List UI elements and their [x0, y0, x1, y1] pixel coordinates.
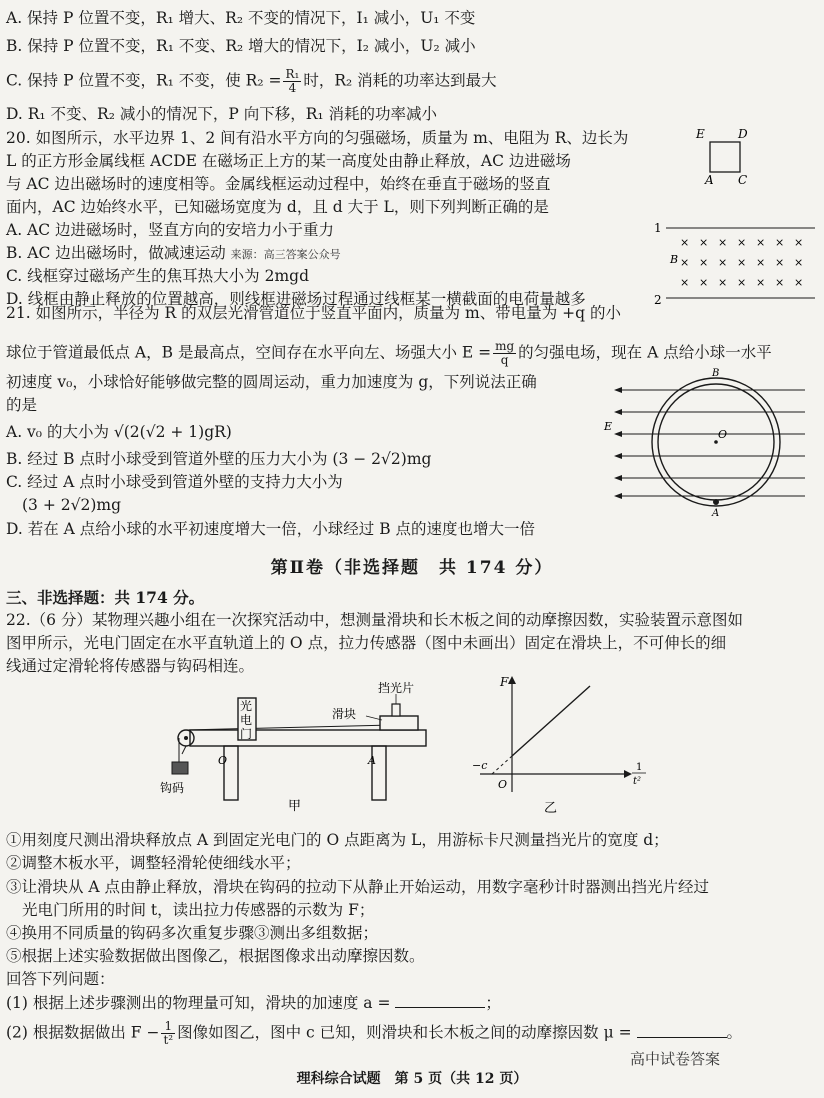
- q22-stem-3: 线通过定滑轮将传感器与钩码相连。: [6, 657, 255, 675]
- figure-yi-caption: 乙: [544, 801, 558, 816]
- q22-step-1: ①用刻度尺测出滑块释放点 A 到固定光电门的 O 点距离为 L，用游标卡尺测量挡光片的宽度 d；: [6, 831, 669, 849]
- q20-stem-3: 与 AC 边出磁场时的速度相等。金属线框运动过程中，始终在垂直于磁场的竖直: [6, 175, 551, 193]
- q19-option-a: A. 保持 P 位置不变，R₁ 增大、R₂ 不变的情况下，I₁ 减小，U₁ 不变: [6, 9, 476, 27]
- shutter-label: 挡光片: [378, 681, 415, 695]
- intercept-c-label: −c: [472, 759, 488, 772]
- label-e: E: [604, 420, 613, 433]
- q22-answer-prompt: 回答下列问题：: [6, 970, 115, 988]
- axis-x-numerator: 1: [636, 762, 643, 773]
- field-arrow: [614, 387, 622, 393]
- q19-option-c: C. 保持 P 位置不变，R₁ 不变，使 R₂ = $\frac{\text{R₁}}{4}$ 时，R₂ 消耗的功率达到最大: [6, 67, 497, 95]
- field-cross: ×: [718, 276, 728, 289]
- origin-label: O: [498, 778, 508, 791]
- axis-f-label: F: [500, 675, 509, 689]
- field-arrow: [614, 453, 622, 459]
- slider-label: 滑块: [332, 707, 357, 721]
- answer-blank-2[interactable]: [637, 1023, 727, 1038]
- field-cross: ×: [680, 276, 690, 289]
- q21-stem-1: 21. 如图所示，半径为 R 的双层光滑管道位于竖直平面内，质量为 m、带电量为 +q 的小: [6, 304, 621, 322]
- field-cross: ×: [718, 256, 728, 269]
- section-3-heading: 三、非选择题：共 174 分。: [6, 588, 205, 607]
- field-crosses: [680, 236, 803, 289]
- fraction: $\frac{mg}{q}$: [495, 339, 515, 367]
- label-a: A: [712, 508, 720, 519]
- q20-option-d: D. 线框由静止释放的位置越高，则线框进磁场过程通过线框某一横截面的电荷量越多: [6, 290, 586, 308]
- q22-part-1: (1) 根据上述步骤测出的物理量可知，滑块的加速度 a = ；: [6, 994, 501, 1012]
- electric-field-lines: [614, 387, 805, 499]
- q20-stem-4: 面内，AC 边始终水平，已知磁场宽度为 d，且 d 大于 L，则下列判断正确的是: [6, 198, 549, 216]
- source-note: 来源：高三答案公众号: [230, 248, 341, 261]
- q21-option-a: A. v₀ 的大小为 √(2(√2 + 1)gR): [6, 423, 232, 441]
- field-cross: ×: [718, 236, 728, 249]
- boundary-2-label: 2: [654, 293, 662, 307]
- field-arrow: [614, 431, 622, 437]
- q22-step-3a: ③让滑块从 A 点由静止释放，滑块在钩码的拉动下从静止开始运动，用数字毫秒计时器测出挡光片经过: [6, 878, 710, 896]
- q19-option-d: D. R₁ 不变、R₂ 减小的情况下，P 向下移，R₁ 消耗的功率减小: [6, 105, 438, 123]
- field-cross: ×: [775, 276, 785, 289]
- gate-char-3: 门: [240, 727, 253, 741]
- field-cross: ×: [775, 236, 785, 249]
- field-cross: ×: [737, 256, 747, 269]
- field-arrow: [614, 475, 622, 481]
- q21-stem-2: 球位于管道最低点 A，B 是最高点，空间存在水平向左、场强大小 E = $\frac{mg}{q}$ 的匀强电场，现在 A 点给小球一水平: [6, 339, 772, 367]
- q22-step-4: ④换用不同质量的钩码多次重复步骤③测出多组数据；: [6, 924, 379, 942]
- fraction: $\frac{1}{\text{t²}}$: [163, 1019, 174, 1047]
- field-cross: ×: [699, 256, 709, 269]
- label-o: O: [718, 428, 728, 441]
- label-a: A: [368, 754, 376, 767]
- field-cross: ×: [680, 236, 690, 249]
- field-cross: ×: [680, 256, 690, 269]
- q22-step-2: ②调整木板水平，调整轻滑轮使细线水平；: [6, 854, 301, 872]
- q21-option-c-2: (3 + 2√2)mg: [22, 496, 122, 514]
- watermark: 高中试卷答案: [630, 1050, 721, 1068]
- q22-part-2: (2) 根据数据做出 F − $\frac{1}{\text{t²}}$ 图像如图乙，图中 c 已知，则滑块和长木板之间的动摩擦因数 μ = 。: [6, 1019, 743, 1047]
- field-cross: ×: [699, 276, 709, 289]
- q20-stem-2: L 的正方形金属线框 ACDE 在磁场正上方的某一高度处由静止释放，AC 边进磁场: [6, 152, 571, 170]
- part2-title: 第Ⅱ卷（非选择题 共 174 分）: [270, 558, 554, 578]
- ball: [713, 499, 719, 505]
- label-b: B: [712, 368, 720, 379]
- field-arrow: [614, 493, 622, 499]
- q21-stem-4: 的是: [6, 396, 38, 414]
- f-vs-inverse-t-squared-graph: [460, 672, 660, 822]
- field-arrow: [614, 409, 622, 415]
- label-a: A: [705, 173, 714, 187]
- q22-stem-2: 图甲所示，光电门固定在水平直轨道上的 O 点，拉力传感器（图中未画出）固定在滑块上，不可伸长的细: [6, 634, 727, 652]
- field-cross: ×: [756, 236, 766, 249]
- answer-blank-1[interactable]: [395, 993, 485, 1008]
- gate-char-2: 电: [240, 713, 253, 727]
- q21-option-c-1: C. 经过 A 点时小球受到管道外壁的支持力大小为: [6, 473, 343, 491]
- page-footer: 理科综合试题 第 5 页（共 12 页）: [296, 1071, 528, 1087]
- field-cross: ×: [737, 236, 747, 249]
- q22-stem-1: 22.（6 分）某物理兴趣小组在一次探究活动中，想测量滑块和长木板之间的动摩擦因数，实验装置示意图如: [6, 611, 743, 629]
- q20-option-c: C. 线框穿过磁场产生的焦耳热大小为 2mgd: [6, 267, 309, 285]
- q21-option-b: B. 经过 B 点时小球受到管道外壁的压力大小为 (3 − 2√2)mg: [6, 450, 432, 468]
- q22-step-3b: 光电门所用的时间 t，读出拉力传感器的示数为 F；: [22, 901, 375, 919]
- field-cross: ×: [794, 256, 804, 269]
- q21-tube-figure: [600, 368, 810, 519]
- q20-field-figure: [650, 218, 820, 308]
- q21-stem-3: 初速度 v₀，小球恰好能够做完整的圆周运动，重力加速度为 g，下列说法正确: [6, 373, 537, 391]
- label-o: O: [218, 754, 228, 767]
- fraction: $\frac{\text{R₁}}{4}$: [285, 67, 300, 95]
- field-cross: ×: [794, 276, 804, 289]
- weight-label: 钩码: [160, 781, 185, 795]
- q19-option-b: B. 保持 P 位置不变，R₁ 不变、R₂ 增大的情况下，I₂ 减小，U₂ 减小: [6, 37, 476, 55]
- label-d: D: [738, 127, 748, 141]
- field-cross: ×: [737, 276, 747, 289]
- field-cross: ×: [756, 276, 766, 289]
- q21-option-d: D. 若在 A 点给小球的水平初速度增大一倍，小球经过 B 点的速度也增大一倍: [6, 520, 536, 538]
- label-c: C: [738, 173, 748, 187]
- label-e: E: [696, 127, 705, 141]
- field-cross: ×: [756, 256, 766, 269]
- figure-jia-caption: 甲: [288, 799, 302, 814]
- axis-x-denominator: t²: [633, 776, 642, 787]
- q22-step-5: ⑤根据上述实验数据做出图像乙，根据图像求出动摩擦因数。: [6, 947, 425, 965]
- boundary-1-label: 1: [654, 221, 662, 235]
- gate-char-1: 光: [240, 699, 253, 713]
- q20-stem-1: 20. 如图所示，水平边界 1、2 间有沿水平方向的匀强磁场，质量为 m、电阻为 R、边长为: [6, 129, 629, 147]
- field-cross: ×: [794, 236, 804, 249]
- q20-option-b: B. AC 边出磁场时，做减速运动 来源：高三答案公众号: [6, 244, 341, 262]
- label-b: B: [670, 253, 679, 266]
- field-cross: ×: [775, 256, 785, 269]
- field-cross: ×: [699, 236, 709, 249]
- q20-frame-figure: [690, 124, 760, 187]
- apparatus-figure: [160, 680, 450, 815]
- q20-option-a: A. AC 边进磁场时，竖直方向的安培力小于重力: [6, 221, 335, 239]
